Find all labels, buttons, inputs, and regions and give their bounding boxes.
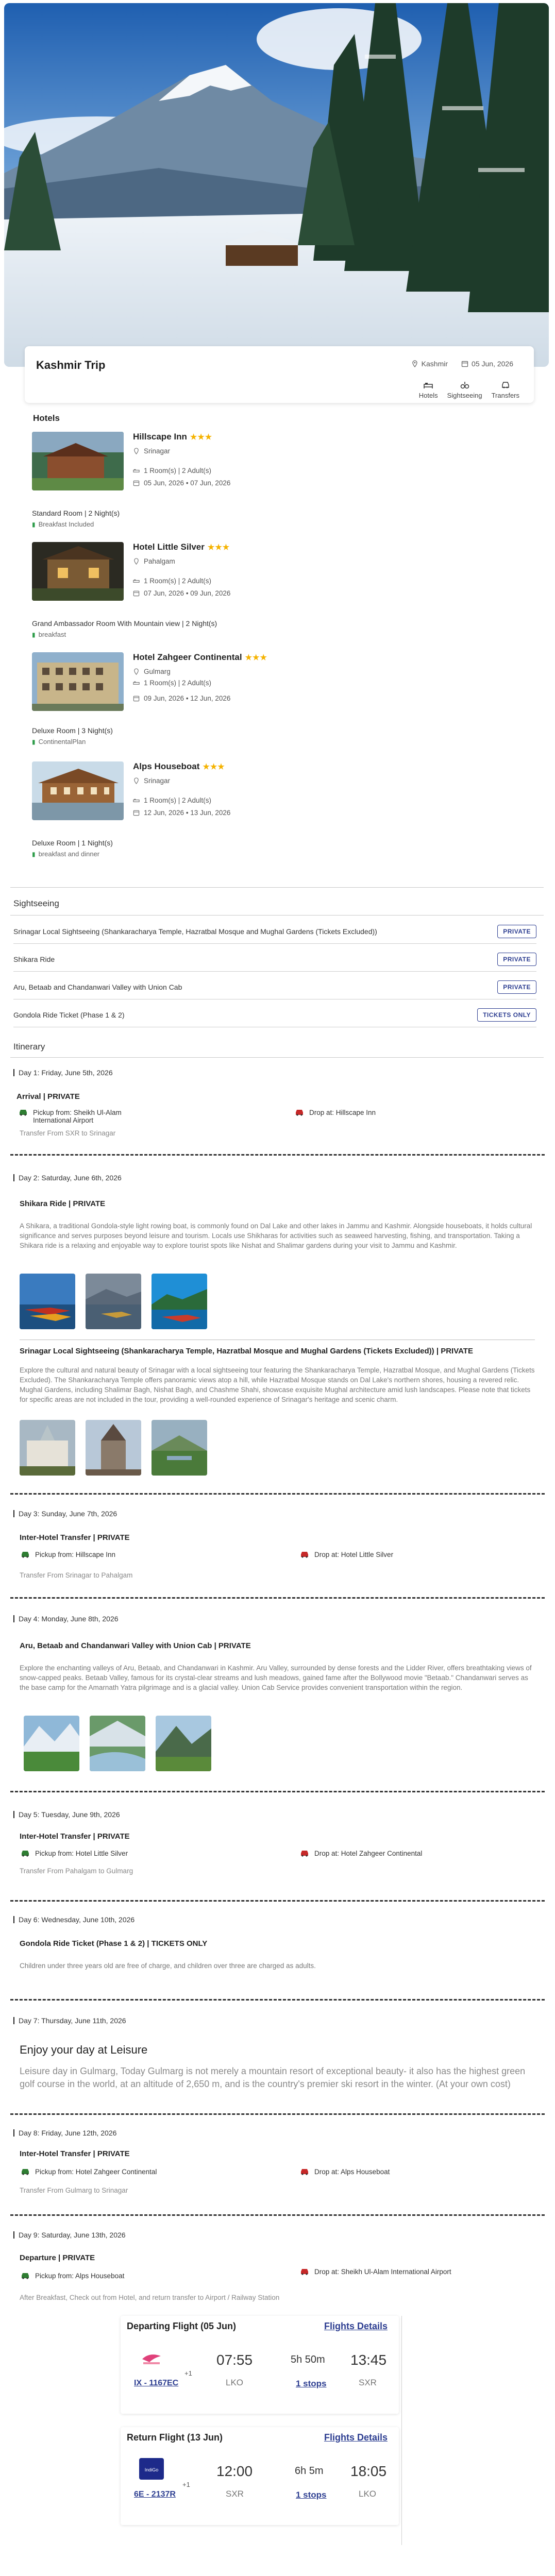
gallery-image[interactable] bbox=[152, 1274, 207, 1329]
sightseeing-name: Gondola Ride Ticket (Phase 1 & 2) bbox=[13, 1010, 125, 1019]
departing-flight bbox=[121, 2316, 399, 2414]
car-icon bbox=[300, 2268, 309, 2275]
hotel-room: Grand Ambassador Room With Mountain view | 2 Night(s) bbox=[32, 619, 217, 628]
hotel-dates-text: 12 Jun, 2026 • 13 Jun, 2026 bbox=[144, 809, 231, 817]
hotel-location bbox=[133, 557, 175, 565]
bed-icon bbox=[133, 578, 140, 584]
hotel-occupancy bbox=[133, 679, 211, 687]
day-separator bbox=[10, 1154, 545, 1156]
bed-icon bbox=[424, 380, 433, 389]
flight-stops-link[interactable]: 1 stops bbox=[296, 2490, 327, 2500]
hotel-meal-text: Breakfast Included bbox=[38, 520, 94, 528]
trip-location bbox=[411, 360, 448, 368]
hotel-occupancy-text: 1 Room(s) | 2 Adult(s) bbox=[144, 796, 212, 804]
sightseeing-row bbox=[13, 919, 536, 944]
location-pin-icon bbox=[133, 668, 140, 675]
car-icon bbox=[19, 1109, 28, 1116]
gallery-image[interactable] bbox=[86, 1420, 141, 1476]
hotel-name[interactable] bbox=[133, 432, 212, 442]
drop-text: Drop at: Hotel Little Silver bbox=[314, 1551, 394, 1558]
section-divider bbox=[10, 915, 544, 916]
hotel-meal-text: breakfast bbox=[38, 631, 66, 638]
day-heading: Day 3: Sunday, June 7th, 2026 bbox=[13, 1510, 117, 1518]
transfer-note: Transfer From Pahalgam to Gulmarg bbox=[20, 1867, 133, 1875]
flights-panel bbox=[121, 2316, 402, 2545]
hotel-occupancy-text: 1 Room(s) | 2 Adult(s) bbox=[144, 577, 212, 585]
hotel-image[interactable] bbox=[32, 652, 124, 711]
hotel-meal bbox=[32, 520, 94, 528]
transfer-pickup bbox=[21, 1551, 115, 1558]
day-separator bbox=[10, 2113, 545, 2115]
hotel-location-text: Pahalgam bbox=[144, 557, 175, 565]
sightseeing-row bbox=[13, 947, 536, 972]
airline-logo-icon bbox=[139, 2347, 164, 2368]
sightseeing-badge: TICKETS ONLY bbox=[477, 1008, 536, 1022]
pickup-text: Pickup from: Hillscape Inn bbox=[35, 1551, 116, 1558]
hotel-name-text: Alps Houseboat bbox=[133, 761, 200, 771]
sightseeing-name: Aru, Betaab and Chandanwari Valley with Union Cab bbox=[13, 982, 182, 991]
transfer-drop bbox=[300, 2168, 390, 2176]
section-divider bbox=[10, 887, 544, 888]
trip-meta bbox=[411, 360, 513, 368]
car-icon bbox=[501, 380, 510, 389]
hero-image bbox=[4, 3, 549, 367]
gallery-image[interactable] bbox=[86, 1274, 141, 1329]
flight-details-link[interactable]: Flights Details bbox=[324, 2432, 388, 2443]
sightseeing-badge: PRIVATE bbox=[497, 953, 536, 966]
hotel-meal-text: ContinentalPlan bbox=[38, 738, 86, 745]
tab-sightseeing[interactable] bbox=[447, 380, 482, 399]
arrival-time: 13:45 bbox=[350, 2352, 387, 2368]
flight-duration: 6h 5m bbox=[295, 2465, 324, 2477]
trip-tabs bbox=[419, 380, 519, 399]
hotel-meal bbox=[32, 631, 66, 638]
gallery-image[interactable] bbox=[152, 1420, 207, 1476]
meal-icon: ▮ bbox=[32, 850, 36, 858]
calendar-icon bbox=[461, 360, 468, 367]
hotel-occupancy-text: 1 Room(s) | 2 Adult(s) bbox=[144, 679, 212, 687]
transfer-note: After Breakfast, Check out from Hotel, and return transfer to Airport / Railway Station bbox=[20, 2294, 280, 2301]
flight-number-link[interactable]: 6E - 2137R bbox=[134, 2490, 176, 2499]
hotel-name-text: Hotel Zahgeer Continental bbox=[133, 652, 242, 662]
day-heading: Day 6: Wednesday, June 10th, 2026 bbox=[13, 1916, 134, 1924]
calendar-icon bbox=[133, 480, 140, 486]
star-rating-icon: ★★★ bbox=[245, 653, 267, 662]
hotel-occupancy bbox=[133, 467, 211, 474]
pickup-text: Pickup from: Hotel Little Silver bbox=[35, 1850, 128, 1857]
hotel-dates bbox=[133, 809, 230, 817]
activity-title: Inter-Hotel Transfer | PRIVATE bbox=[20, 2149, 130, 2158]
trip-date bbox=[461, 360, 513, 368]
trip-date-text: 05 Jun, 2026 bbox=[472, 360, 513, 368]
pickup-text: Pickup from: Sheikh Ul-Alam International Airport bbox=[33, 1109, 122, 1124]
sightseeing-heading: Sightseeing bbox=[13, 899, 59, 908]
day-separator bbox=[10, 2214, 545, 2216]
hotel-room: Standard Room | 2 Night(s) bbox=[32, 509, 120, 517]
hotel-image[interactable] bbox=[32, 542, 124, 601]
hotel-dates-text: 09 Jun, 2026 • 12 Jun, 2026 bbox=[144, 694, 231, 702]
hotel-dates-text: 05 Jun, 2026 • 07 Jun, 2026 bbox=[144, 479, 231, 487]
arrival-time: 18:05 bbox=[350, 2463, 387, 2479]
flight-stops-link[interactable]: 1 stops bbox=[296, 2379, 327, 2388]
activity-gallery bbox=[24, 1716, 211, 1771]
car-icon bbox=[21, 1850, 30, 1857]
transfer-pickup bbox=[19, 1109, 152, 1124]
drop-text: Drop at: Hotel Zahgeer Continental bbox=[314, 1850, 423, 1857]
transfer-drop bbox=[300, 1551, 393, 1558]
hotel-dates bbox=[133, 589, 230, 597]
star-rating-icon: ★★★ bbox=[190, 433, 213, 442]
star-rating-icon: ★★★ bbox=[203, 762, 225, 771]
activity-description: Leisure day in Gulmarg, Today Gulmarg is not merely a mountain resort of exceptional beauty- it also has the highest green golf course in the world, at an altitude of 2,650 m, and is the country's premier ski resort in the winter. (At your own cost) bbox=[20, 2066, 526, 2089]
sightseeing-name: Srinagar Local Sightseeing (Shankaracharya Temple, Hazratbal Mosque and Mughal Gardens (Tickets Excluded)) bbox=[13, 927, 377, 936]
activity-title: Gondola Ride Ticket (Phase 1 & 2) | TICKETS ONLY bbox=[20, 1939, 208, 1948]
activity-description: Children under three years old are free of charge, and children over three are charged as adults. bbox=[20, 1962, 316, 1970]
gallery-image[interactable] bbox=[156, 1716, 211, 1771]
hotel-image[interactable] bbox=[32, 761, 124, 820]
flight-details-link[interactable]: Flights Details bbox=[324, 2321, 388, 2331]
activity-title: Arrival | PRIVATE bbox=[16, 1092, 80, 1101]
tab-transfers-label: Transfers bbox=[491, 392, 519, 399]
day-heading: Day 4: Monday, June 8th, 2026 bbox=[13, 1615, 119, 1623]
hotel-card bbox=[32, 432, 321, 535]
flight-card bbox=[124, 2342, 399, 2402]
car-icon bbox=[300, 2168, 309, 2175]
arrival-airport: LKO bbox=[359, 2489, 377, 2499]
hotel-name[interactable] bbox=[133, 761, 225, 772]
car-icon bbox=[295, 1109, 304, 1116]
sightseeing-row bbox=[13, 1003, 536, 1027]
bed-icon bbox=[133, 797, 140, 804]
hotel-card bbox=[32, 542, 321, 645]
car-icon bbox=[21, 2272, 30, 2279]
hotel-room: Deluxe Room | 3 Night(s) bbox=[32, 726, 113, 735]
hotel-room: Deluxe Room | 1 Night(s) bbox=[32, 839, 113, 847]
activity-gallery bbox=[20, 1274, 207, 1329]
departure-time: 07:55 bbox=[216, 2352, 253, 2368]
meal-icon: ▮ bbox=[32, 631, 36, 638]
departure-airport: SXR bbox=[226, 2489, 244, 2499]
meal-icon: ▮ bbox=[32, 520, 36, 528]
tab-sightseeing-label: Sightseeing bbox=[447, 392, 482, 399]
day-separator bbox=[10, 1791, 545, 1792]
activity-title: Aru, Betaab and Chandanwari Valley with Union Cab | PRIVATE bbox=[20, 1641, 251, 1650]
day-separator bbox=[10, 1999, 545, 2001]
hotel-location-text: Gulmarg bbox=[144, 668, 171, 675]
location-pin-icon bbox=[411, 360, 418, 367]
pickup-text: Pickup from: Alps Houseboat bbox=[35, 2272, 125, 2280]
hotel-location bbox=[133, 447, 170, 455]
hero bbox=[0, 0, 555, 367]
drop-text: Drop at: Hillscape Inn bbox=[309, 1109, 376, 1116]
location-pin-icon bbox=[133, 558, 140, 565]
itinerary-heading: Itinerary bbox=[13, 1042, 45, 1052]
hotel-name-text: Hotel Little Silver bbox=[133, 542, 205, 552]
meal-icon: ▮ bbox=[32, 738, 36, 745]
hotel-location bbox=[133, 668, 171, 675]
hotel-meal bbox=[32, 850, 99, 858]
day-heading: Day 9: Saturday, June 13th, 2026 bbox=[13, 2231, 126, 2239]
sightseeing-badge: PRIVATE bbox=[497, 980, 536, 994]
transfer-pickup bbox=[21, 1850, 128, 1857]
sightseeing-badge: PRIVATE bbox=[497, 925, 536, 938]
svg-text:IndiGo: IndiGo bbox=[144, 2467, 159, 2472]
activity-title: Srinagar Local Sightseeing (Shankaracharya Temple, Hazratbal Mosque and Mughal Gardens (Tickets Excluded)) | PRIVATE bbox=[20, 1347, 473, 1355]
location-pin-icon bbox=[133, 448, 140, 454]
transfer-drop bbox=[300, 2268, 453, 2276]
activity-title: Departure | PRIVATE bbox=[20, 2253, 95, 2262]
day-heading: Day 7: Thursday, June 11th, 2026 bbox=[13, 2016, 126, 2025]
departure-time: 12:00 bbox=[216, 2463, 253, 2479]
car-icon bbox=[300, 1850, 309, 1857]
transfer-note: Transfer From Srinagar to Pahalgam bbox=[20, 1571, 133, 1579]
section-divider bbox=[10, 1057, 544, 1058]
transfer-pickup bbox=[21, 2272, 124, 2280]
gallery-image[interactable] bbox=[90, 1716, 145, 1771]
trip-title: Kashmir Trip bbox=[36, 359, 106, 371]
day-heading: Day 5: Tuesday, June 9th, 2026 bbox=[13, 1810, 120, 1819]
hotel-dates bbox=[133, 479, 230, 487]
day-separator bbox=[10, 1900, 545, 1902]
activity-title: Shikara Ride | PRIVATE bbox=[20, 1199, 106, 1208]
hotel-image[interactable] bbox=[32, 432, 124, 490]
tab-hotels[interactable] bbox=[419, 380, 438, 399]
transfer-note: Transfer From SXR to Srinagar bbox=[20, 1129, 116, 1137]
trip-location-text: Kashmir bbox=[421, 360, 448, 368]
airline-logo-icon bbox=[139, 2458, 164, 2480]
tab-hotels-label: Hotels bbox=[418, 392, 438, 399]
drop-text: Drop at: Alps Houseboat bbox=[314, 2168, 390, 2176]
day-separator bbox=[10, 1493, 545, 1495]
hotel-name[interactable] bbox=[133, 652, 267, 663]
hotel-occupancy bbox=[133, 796, 211, 804]
bed-icon bbox=[133, 467, 140, 474]
transfer-drop bbox=[300, 1850, 422, 1857]
calendar-icon bbox=[133, 695, 140, 702]
hotel-dates-text: 07 Jun, 2026 • 09 Jun, 2026 bbox=[144, 589, 231, 597]
calendar-icon bbox=[133, 809, 140, 816]
flight-card bbox=[124, 2453, 399, 2514]
flight-number-link[interactable]: IX - 1167EC bbox=[134, 2379, 179, 2387]
day-offset: +1 bbox=[184, 2369, 192, 2377]
pickup-text: Pickup from: Hotel Zahgeer Continental bbox=[35, 2168, 157, 2176]
hotel-occupancy-text: 1 Room(s) | 2 Adult(s) bbox=[144, 467, 212, 474]
drop-text: Drop at: Sheikh Ul-Alam International Airport bbox=[314, 2268, 451, 2276]
sightseeing-row bbox=[13, 975, 536, 999]
sightseeing-name: Shikara Ride bbox=[13, 955, 55, 963]
hotel-occupancy bbox=[133, 577, 211, 585]
car-icon bbox=[21, 1551, 30, 1558]
departure-airport: LKO bbox=[226, 2378, 244, 2387]
flight-heading: Departing Flight (05 Jun) bbox=[127, 2321, 237, 2331]
hotel-dates bbox=[133, 694, 230, 702]
activity-description: A Shikara, a traditional Gondola-style light rowing boat, is commonly found on Dal Lake and other lakes in Jammu and Kashmir. Alongside houseboats, it holds cultural significance and serves purposes beyond leisure and tourism. Locals use Shikharas for activities such as seaweed harvesting, fishing, and transportation. Taking a Shikara ride is a relaxing and enjoyable way to explore tourist spots like Nishat and Shalimar gardens during your visit to Jammu and Kashmir. bbox=[20, 1222, 532, 1249]
hotel-name[interactable] bbox=[133, 542, 230, 552]
day-heading: Day 8: Friday, June 12th, 2026 bbox=[13, 2129, 116, 2137]
hotel-name-text: Hillscape Inn bbox=[133, 432, 187, 442]
gallery-image[interactable] bbox=[20, 1420, 75, 1476]
tab-transfers[interactable] bbox=[492, 380, 519, 399]
activity-title: Enjoy your day at Leisure bbox=[20, 2043, 148, 2056]
arrival-airport: SXR bbox=[359, 2378, 377, 2387]
location-pin-icon bbox=[133, 777, 140, 784]
day-separator bbox=[10, 1597, 545, 1599]
car-icon bbox=[300, 1551, 309, 1558]
flight-heading: Return Flight (13 Jun) bbox=[127, 2432, 223, 2443]
star-rating-icon: ★★★ bbox=[207, 543, 230, 552]
trip-summary-card bbox=[25, 346, 534, 403]
hotel-card bbox=[32, 761, 321, 865]
activity-title: Inter-Hotel Transfer | PRIVATE bbox=[20, 1533, 130, 1542]
hotel-location bbox=[133, 777, 170, 785]
day-heading: Day 2: Saturday, June 6th, 2026 bbox=[13, 1174, 122, 1182]
flight-duration: 5h 50m bbox=[291, 2354, 325, 2365]
transfer-note: Transfer From Gulmarg to Srinagar bbox=[20, 2187, 128, 2194]
car-icon bbox=[21, 2168, 30, 2175]
hotel-meal bbox=[32, 738, 86, 745]
return-flight bbox=[121, 2427, 399, 2525]
hotel-card bbox=[32, 652, 321, 755]
activity-title: Inter-Hotel Transfer | PRIVATE bbox=[20, 1832, 130, 1841]
activity-gallery bbox=[20, 1420, 207, 1476]
activity-description: Explore the enchanting valleys of Aru, Betaab, and Chandanwari in Kashmir. Aru Valley, surrounded by dense forests and the Lidder River, offers breathtaking views of snow-capped peaks. Betaab Valley, famous for its crystal-clear streams and lush meadows, gained fame after the Bollywood movie "Betaab." Chandanwari serves as the base camp for the Amarnath Yatra pilgrimage and is a glacial valley. Union Cab Service provides convenient transportation within the region. bbox=[20, 1664, 532, 1691]
transfer-drop bbox=[295, 1109, 376, 1116]
hotel-location-text: Srinagar bbox=[144, 777, 171, 785]
day-heading: Day 1: Friday, June 5th, 2026 bbox=[13, 1069, 113, 1077]
gallery-image[interactable] bbox=[20, 1274, 75, 1329]
gallery-image[interactable] bbox=[24, 1716, 79, 1771]
transfer-pickup bbox=[21, 2168, 157, 2176]
binoculars-icon bbox=[460, 380, 469, 389]
bed-icon bbox=[133, 680, 140, 686]
hotels-heading: Hotels bbox=[33, 413, 60, 423]
calendar-icon bbox=[133, 590, 140, 597]
hotel-meal-text: breakfast and dinner bbox=[38, 850, 100, 858]
day-offset: +1 bbox=[182, 2481, 190, 2488]
hotel-location-text: Srinagar bbox=[144, 447, 171, 455]
activity-description: Explore the cultural and natural beauty of Srinagar with a local sightseeing tour featuring the Shankaracharya Temple, Hazratbal Mosque, and Mughal Gardens (Tickets Excluded). The Shankaracharya Temple offers panoramic views atop a hill, while Hazratbal Mosque stands on Dal Lake's northern shores, housing a revered relic. Mughal Gardens, including Shalimar Bagh, Nishat Bagh, and Chashme Shahi, showcase exquisite Mughal architecture amid lush landscapes. Please note that tickets for specific areas are not included in the tour, providing a well-rounded experience of Srinagar's heritage and scenic charm. bbox=[20, 1366, 535, 1403]
